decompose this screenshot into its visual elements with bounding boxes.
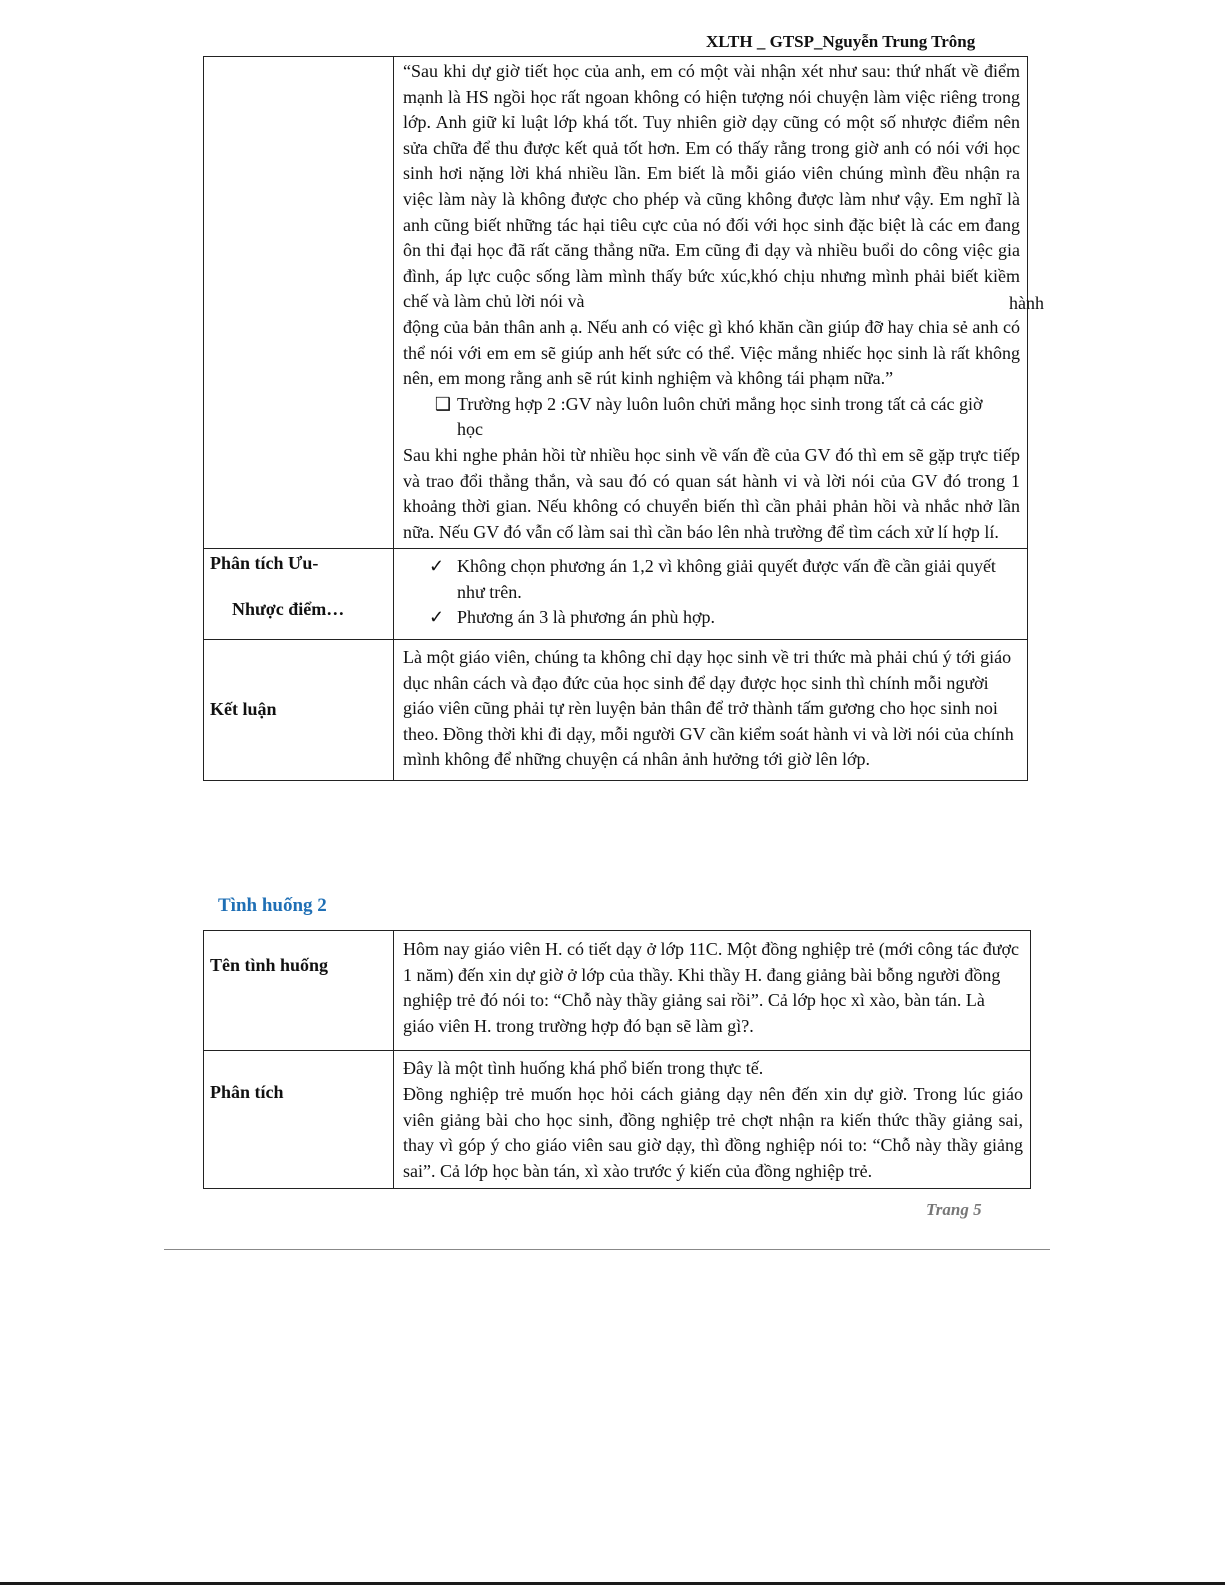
table-row — [204, 549, 1028, 640]
list-item — [403, 605, 1020, 631]
pros-cons-label-line2: Nhược điểm… — [232, 598, 345, 619]
situation-name-label-cell: Tên tình huống — [204, 931, 394, 1051]
analysis-label-cell: Phân tích — [204, 1051, 394, 1189]
case1-response-text-continued: động của bản thân anh ạ. Nếu anh có việc gì khó khăn cần giúp đỡ hay chia sẻ anh có thể nói với em em sẽ giúp anh hết sức có thể. Việc mắng nhiếc học sinh là rất không nên, em mong rằng anh sẽ rút kinh nghiệm và không tái phạm nữa.” — [403, 316, 1020, 389]
situation-description-cell: Hôm nay giáo viên H. có tiết dạy ở lớp 11C. Một đồng nghiệp trẻ (mới công tác được 1 năm) đến xin dự giờ ở lớp của thầy. Khi thầy H. đang giảng bài bỗng người đồng nghiệp trẻ đó nói to: “Chỗ này thầy giảng sai rồi”. Cả lớp học xì xào, bàn tán. Là giáo viên H. trong trường hợp đó bạn sẽ làm gì?. — [394, 931, 1031, 1051]
conclusion-label-cell: Kết luận — [204, 640, 394, 781]
case1-response-cell — [394, 57, 1028, 549]
page-number: Trang 5 — [926, 1200, 982, 1219]
case2-heading — [403, 392, 1020, 443]
section-title: Tình huống 2 — [218, 895, 327, 916]
list-item-text: Không chọn phương án 1,2 vì không giải quyết được vấn đề cần giải quyết như trên. — [457, 556, 996, 602]
analysis-intro: Đây là một tình huống khá phổ biến trong thực tế. — [403, 1058, 764, 1079]
pros-cons-cell — [394, 549, 1028, 640]
situation-2-table — [203, 930, 1031, 1189]
case2-heading-text: Trường hợp 2 :GV này luôn luôn chửi mắng học sinh trong tất cả các giờ học — [457, 393, 983, 440]
table-row — [204, 640, 1028, 781]
checkbox-bullet-icon: ❑ — [434, 393, 451, 414]
footer-divider — [164, 1249, 1050, 1250]
checkmark-icon: ✓ — [429, 556, 445, 577]
case1-response-text: “Sau khi dự giờ tiết học của anh, em có một vài nhận xét như sau: thứ nhất về điểm mạnh là HS ngồi học rất ngoan không có hiện tượng nói chuyện làm việc riêng trong lớp. Anh giữ kỉ luật lớp khá tốt. Tuy nhiên giờ dạy cũng có một số nhược điểm nên sửa chữa để thu được kết quả tốt hơn. Em có thấy rằng trong giờ anh có nói với học sinh hơi nặng lời khá nhiều lần. Em biết là mỗi giáo viên chúng mình đều nhận ra việc làm này là không được cho phép và cũng không được làm như vậy. Em nghĩ là anh cũng biết những tác hại tiêu cực của nó đối với học sinh đặc biệt là các em đang ôn thi đại học đã rất căng thẳng nữa. Em cũng đi dạy và nhiều buổi do công việc gia đình, áp lực cuộc sống làm mình thấy bức xúc,khó chịu nhưng mình phải biết kiềm chế và làm chủ lời nói và — [403, 61, 1020, 312]
case2-response-text: Sau khi nghe phản hồi từ nhiều học sinh về vấn đề của GV đó thì em sẽ gặp trực tiếp và trao đổi thẳng thắn, và sau đó có quan sát hành vi và lời nói của GV đó trong 1 khoảng thời gian. Nếu không có chuyển biến thì cần phải phản hồi và nhắc nhở lần nữa. Nếu GV đó vẫn cố làm sai thì cần báo lên nhà trường để tìm cách xử lí hợp lí. — [403, 444, 1020, 542]
list-item — [403, 554, 1020, 605]
table-row — [204, 57, 1028, 549]
overflow-word: hành — [1009, 293, 1044, 313]
table-row — [204, 1051, 1031, 1189]
list-item-text: Phương án 3 là phương án phù hợp. — [457, 607, 716, 628]
conclusion-cell: Là một giáo viên, chúng ta không chỉ dạy học sinh về tri thức mà phải chú ý tới giáo dục nhân cách và đạo đức của học sinh để dạy được học sinh thì chính mỗi người giáo viên cũng phải tự rèn luyện bản thân để trở thành tấm gương cho học sinh noi theo. Đồng thời khi đi dạy, mỗi người GV cần kiểm soát hành vi và lời nói của chính mình không để những chuyện cá nhân ảnh hưởng tới giờ lên lớp. — [394, 640, 1028, 781]
table-row — [204, 931, 1031, 1051]
checkmark-icon: ✓ — [429, 607, 445, 628]
analysis-cell — [394, 1051, 1031, 1189]
situation-1-table — [203, 56, 1028, 781]
analysis-text: Đồng nghiệp trẻ muốn học hỏi cách giảng dạy nên đến xin dự giờ. Trong lúc giáo viên giảng bài cho học sinh, đồng nghiệp trẻ chợt nhận ra kiến thức thầy giảng sai, thay vì góp ý cho giáo viên sau giờ dạy, thì đồng nghiệp nói to: “Chỗ này thầy giảng sai”. Cả lớp học bàn tán, xì xào trước ý kiến của đồng nghiệp trẻ. — [403, 1083, 1023, 1181]
pros-cons-label-cell — [204, 549, 394, 640]
document-header: XLTH _ GTSP_Nguyễn Trung Trông — [706, 32, 976, 51]
pros-cons-label-line1: Phân tích Ưu- — [210, 553, 319, 574]
empty-label-cell — [204, 57, 394, 549]
